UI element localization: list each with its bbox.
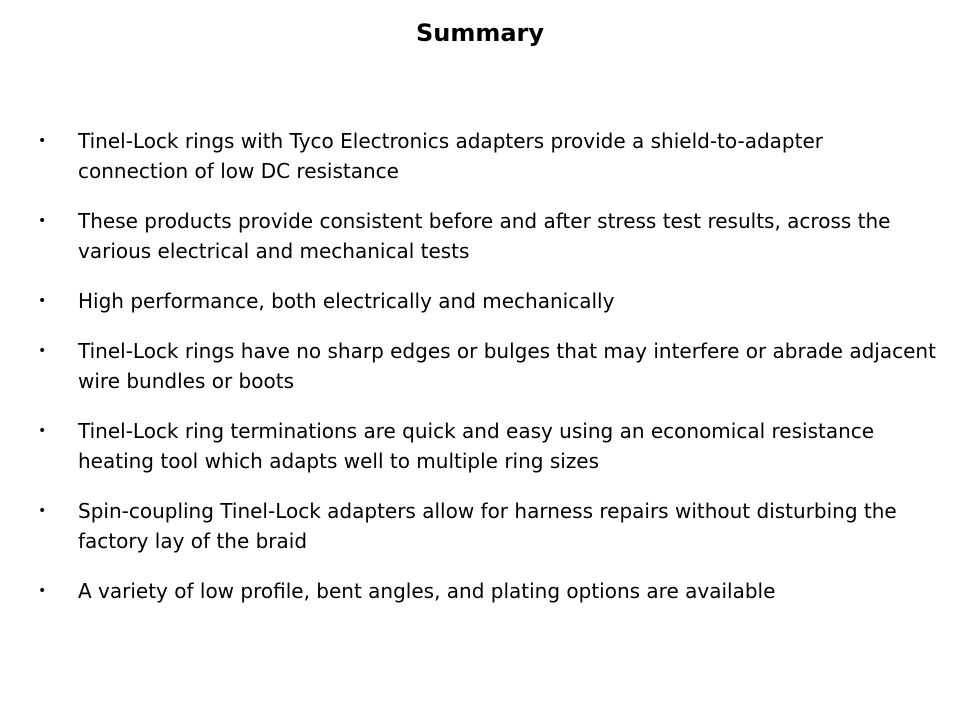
slide-title: Summary <box>415 19 545 47</box>
bullet-icon: • <box>38 503 47 519</box>
bullet-text: Tinel-Lock ring terminations are quick and easy using an economical resistance heating tool which adapts well to multiple ring sizes <box>78 419 875 473</box>
bullet-item <box>38 496 938 556</box>
bullet-item <box>38 576 938 606</box>
summary-bullet-list <box>38 126 938 626</box>
bullet-text: Tinel-Lock rings with Tyco Electronics adapters provide a shield-to-adapter connection of low DC resistance <box>78 129 823 183</box>
bullet-item <box>38 336 938 396</box>
bullet-icon: • <box>38 583 47 599</box>
bullet-item <box>38 416 938 476</box>
bullet-text: Tinel-Lock rings have no sharp edges or bulges that may interfere or abrade adjacent wire bundles or boots <box>78 339 936 393</box>
bullet-text: A variety of low profile, bent angles, and plating options are available <box>78 579 776 603</box>
bullet-icon: • <box>38 293 47 309</box>
bullet-icon: • <box>38 343 47 359</box>
bullet-icon: • <box>38 423 47 439</box>
bullet-item <box>38 206 938 266</box>
bullet-icon: • <box>38 133 47 149</box>
bullet-text: These products provide consistent before and after stress test results, across the various electrical and mechanical tests <box>78 209 891 263</box>
bullet-text: High performance, both electrically and mechanically <box>78 289 615 313</box>
bullet-item <box>38 286 938 316</box>
bullet-text: Spin-coupling Tinel-Lock adapters allow for harness repairs without disturbing the factory lay of the braid <box>78 499 897 553</box>
bullet-icon: • <box>38 213 47 229</box>
bullet-item <box>38 126 938 186</box>
